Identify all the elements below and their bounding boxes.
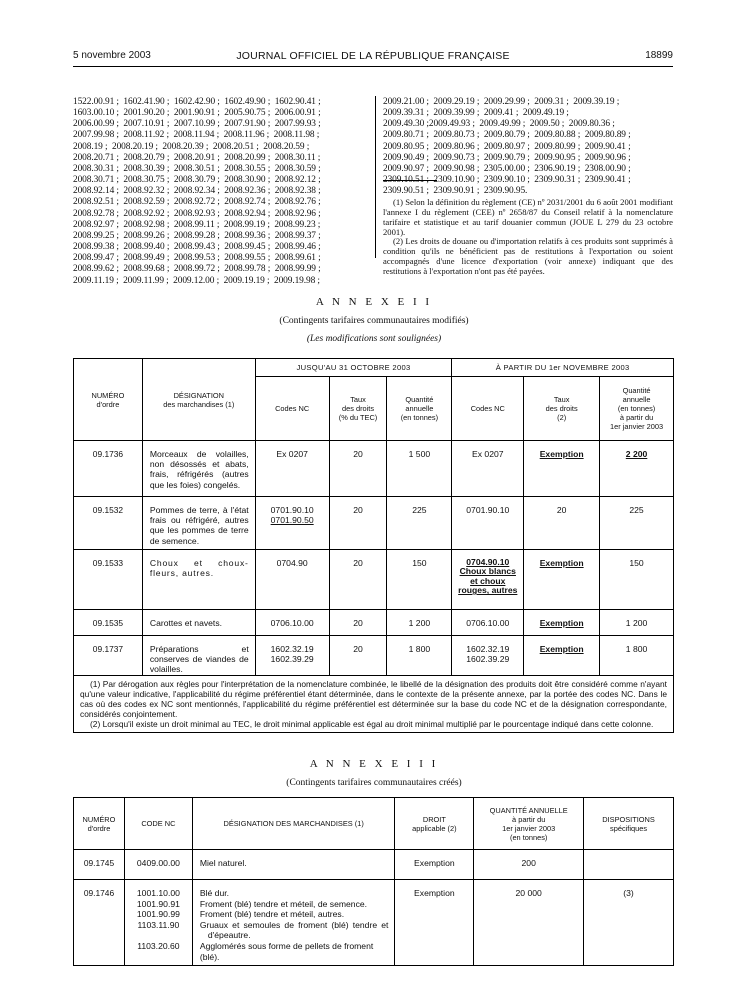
row-droit: Exemption: [395, 880, 474, 966]
code-value: 1602.32.19: [270, 644, 314, 654]
modified-value: Choux blancs: [459, 566, 516, 577]
row-qty: 20 000: [474, 880, 584, 966]
row-codes-new: [452, 497, 524, 550]
code-value: 1103.20.60: [137, 940, 180, 951]
code-value: 1602.32.19: [466, 644, 510, 654]
row-taux-new: 20: [524, 497, 600, 550]
row-code: [124, 880, 192, 966]
table-row: [74, 550, 674, 610]
modified-value: et choux: [470, 575, 506, 586]
designation-line: Agglomérés sous forme de pellets de froment (blé).: [199, 940, 374, 962]
row-designation: Préparations et conserves de viandes de volailles.: [142, 636, 255, 676]
header-codes-nc-old: Codes NC: [255, 377, 329, 441]
row-droit: Exemption: [395, 850, 474, 880]
row-taux-old: 20: [329, 636, 387, 676]
row-num: 09.1533: [74, 550, 143, 610]
code-value: 1001.90.99: [136, 909, 180, 920]
header-num: NUMÉRO d'ordre: [74, 798, 125, 850]
table-footnotes: [74, 675, 674, 732]
row-codes-new: [452, 610, 524, 636]
row-codes-old: [255, 441, 329, 497]
row-qty: 200: [474, 850, 584, 880]
row-qty-new: 1 200: [600, 610, 674, 636]
table-row: [74, 497, 674, 550]
row-num: 09.1745: [74, 850, 125, 880]
row-codes-new: [452, 550, 524, 610]
header-quantite-old: Quantité annuelle (en tonnes): [387, 377, 452, 441]
row-qty-new: 150: [600, 550, 674, 610]
footnote-2: (2) Les droits de douane ou d'importation relatifs à ces produits sont supprimés à condition qu'ils ne bénéficient pas de restitutions à l'exportation ou soient accompagnés d'une licence d'exportation (voir annexe) indiquant que des restitutions à l'exportation n'ont pas été payées.: [383, 236, 673, 276]
table-row: [74, 610, 674, 636]
table-footnote-2: (2) Lorsqu'il existe un droit minimal au TEC, le droit minimal applicable est égal au droit minimal multiplié par le pourcentage indiqué dans cette colonne.: [90, 718, 654, 729]
modified-value: 2 200: [625, 449, 648, 459]
row-qty-new: 1 800: [600, 636, 674, 676]
row-taux-old: 20: [329, 497, 387, 550]
row-taux-new: [524, 550, 600, 610]
row-designation: Choux et choux-fleurs, autres.: [142, 550, 255, 610]
code-value: 1001.10.00: [136, 888, 180, 898]
annexe-2-table: [73, 358, 674, 733]
designation-line: Froment (blé) tendre et méteil, autres.: [199, 909, 345, 920]
row-designation: [192, 880, 395, 966]
row-qty-new: 225: [600, 497, 674, 550]
header-group-from: À PARTIR DU 1er NOVEMBRE 2003: [452, 359, 674, 377]
header-num: NUMÉRO d'ordre: [74, 359, 143, 441]
code-value: 1001.90.91: [136, 898, 180, 909]
header-rule: [73, 66, 673, 67]
table-footnotes-cell: [74, 675, 674, 732]
code-value: 1602.39.29: [270, 654, 314, 665]
code-value: 1602.39.29: [466, 654, 510, 665]
row-codes-new: [452, 441, 524, 497]
designation-line: Froment (blé) tendre et méteil, de semence.: [199, 898, 368, 909]
row-num: 09.1737: [74, 636, 143, 676]
row-disp: (3): [584, 880, 674, 966]
code-list-left: 1522.00.91 ; 1602.41.90 ; 1602.42.90 ; 1602.49.90 ; 1602.90.41 ; 1603.00.10 ; 2001.90.20 ; 2001.90.91 ; 2005.90.75 ; 2006.00.91 ; 2006.00.99 ; 2007.10.91 ; 2007.10.99 ; 2007.91.90 ; 2007.99.93 ; 2007.99.98 ; 2008.11.92 ; 2008.11.94 ; 2008.11.96 ; 2008.11.98 ; 2008.19 ; 2008.20.19 ; 2008.20.39 ; 2008.20.51 ; 2008.20.59 ; 2008.20.71 ; 2008.20.79 ; 2008.20.91 ; 2008.20.99 ; 2008.30.11 ; 2008.30.31 ; 2008.30.39 ; 2008.30.51 ; 2008.30.55 ; 2008.30.59 ; 2008.30.71 ; 2008.30.75 ; 2008.30.79 ; 2008.30.90 ; 2008.92.12 ; 2008.92.14 ; 2008.92.32 ; 2008.92.34 ; 2008.92.36 ; 2008.92.38 ; 2008.92.51 ; 2008.92.59 ; 2008.92.72 ; 2008.92.74 ; 2008.92.76 ; 2008.92.78 ; 2008.92.92 ; 2008.92.93 ; 2008.92.94 ; 2008.92.96 ; 2008.92.97 ; 2008.92.98 ; 2008.99.11 ; 2008.99.19 ; 2008.99.23 ; 2008.99.25 ; 2008.99.26 ; 2008.99.28 ; 2008.99.36 ; 2008.99.37 ; 2008.99.38 ; 2008.99.40 ; 2008.99.43 ; 2008.99.45 ; 2008.99.46 ; 2008.99.47 ; 2008.99.49 ; 2008.99.53 ; 2008.99.55 ; 2008.99.61 ; 2008.99.62 ; 2008.99.68 ; 2008.99.72 ; 2008.99.78 ; 2008.99.99 ; 2009.11.19 ; 2009.11.99 ; 2009.12.00 ; 2009.19.19 ; 2009.19.98 ;: [73, 97, 321, 286]
row-num: 09.1535: [74, 610, 143, 636]
row-codes-old: [255, 497, 329, 550]
annexe-3-title: A N N E X E I I I: [309, 758, 439, 770]
row-taux-new: [524, 441, 600, 497]
row-taux-old: 20: [329, 550, 387, 610]
row-codes-old: [255, 636, 329, 676]
header-droit: DROIT applicable (2): [395, 798, 474, 850]
table-row: [74, 850, 674, 880]
row-taux-new: [524, 636, 600, 676]
code-value: 0706.10.00: [270, 618, 314, 628]
annexe-2-subtitle: (Contingents tarifaires communautaires modifiés): [279, 316, 469, 326]
table-row: [74, 636, 674, 676]
header-taux-old: Taux des droits (% du TEC): [329, 377, 387, 441]
designation-line: Blé dur.: [199, 888, 230, 898]
code-value: Ex 0207: [276, 449, 308, 459]
header-date: 5 novembre 2003: [73, 50, 151, 61]
modified-value: 0701.90.50: [270, 515, 314, 526]
row-disp: [584, 850, 674, 880]
row-qty-old: 1 800: [387, 636, 452, 676]
designation-line: Miel naturel.: [199, 858, 247, 868]
header-quantite-new: Quantité annuelle (en tonnes) à partir du 1er janvier 2003: [600, 377, 674, 441]
header-dispositions: DISPOSITIONS spécifiques: [584, 798, 674, 850]
running-header: [73, 50, 673, 64]
table-row: [74, 441, 674, 497]
header-designation: DÉSIGNATION DES MARCHANDISES (1): [192, 798, 395, 850]
header-journal-title: JOURNAL OFFICIEL DE LA RÉPUBLIQUE FRANÇAISE: [236, 50, 510, 62]
row-codes-old: [255, 550, 329, 610]
header-group-until: JUSQU'AU 31 OCTOBRE 2003: [255, 359, 452, 377]
row-qty-old: 225: [387, 497, 452, 550]
header-quantite: QUANTITÉ ANNUELLE à partir du 1er janvier 2003 (en tonnes): [474, 798, 584, 850]
row-num: 09.1746: [74, 880, 125, 966]
header-designation: DÉSIGNATION des marchandises (1): [142, 359, 255, 441]
code-value: 0409.00.00: [136, 858, 180, 868]
modified-value: Exemption: [539, 449, 584, 459]
modified-value: rouges, autres: [458, 585, 518, 596]
row-num: 09.1736: [74, 441, 143, 497]
annexe-2-title: A N N E X E I I: [315, 296, 433, 308]
code-spacer: [125, 930, 192, 941]
code-value: 1103.11.90: [137, 919, 180, 930]
code-value: 0704.90: [276, 558, 308, 568]
row-designation: [192, 850, 395, 880]
row-designation: Carottes et navets.: [142, 610, 255, 636]
modified-value: 0704.90.10: [466, 557, 510, 567]
code-value: 0701.90.10: [466, 505, 510, 515]
row-qty-old: 1 500: [387, 441, 452, 497]
code-value: 0701.90.10: [270, 505, 314, 515]
code-list-right: 2009.21.00 ; 2009.29.19 ; 2009.29.99 ; 2009.31 ; 2009.39.19 ; 2009.39.31 ; 2009.39.99 ; 2009.41 ; 2009.49.19 ; 2009.49.30 ;2009.49.93 ; 2009.49.99 ; 2009.50 ; 2009.80.36 ; 2009.80.71 ; 2009.80.73 ; 2009.80.79 ; 2009.80.88 ; 2009.80.89 ; 2009.80.95 ; 2009.80.96 ; 2009.80.97 ; 2009.80.99 ; 2009.90.41 ; 2009.90.49 ; 2009.90.73 ; 2009.90.79 ; 2009.90.95 ; 2009.90.96 ; 2009.90.97 ; 2009.90.98 ; 2305.00.00 ; 2306.90.19 ; 2308.00.90 ; 2309.10.51 ; 2309.10.90 ; 2309.90.10 ; 2309.90.31 ; 2309.90.41 ; 2309.90.51 ; 2309.90.91 ; 2309.90.95.: [383, 97, 631, 197]
row-taux-new: [524, 610, 600, 636]
row-qty-new: [600, 441, 674, 497]
annexe-2-note: (Les modifications sont soulignées): [306, 334, 442, 344]
footnote-rule: [383, 180, 437, 181]
table-footnote-1: (1) Par dérogation aux règles pour l'interprétation de la nomenclature combinée, le libellé de la désignation des produits doit être considéré comme n'ayant qu'une valeur indicative, l'applicabilité du régime préférentiel étant déterminée, dans le contexte de la présente annexe, par la portée des codes NC. Dans le cas où des codes ex NC sont mentionnés, l'applicabilité du régime préférentiel est déterminée sur la base du code NC et de la désignation correspondante, considérés conjointement.: [80, 678, 667, 719]
header-taux-new: Taux des droits (2): [524, 377, 600, 441]
row-qty-old: 1 200: [387, 610, 452, 636]
row-codes-new: [452, 636, 524, 676]
row-taux-old: 20: [329, 441, 387, 497]
modified-value: Exemption: [539, 558, 584, 568]
designation-line: Gruaux et semoules de froment (blé) tendre et d'épeautre.: [199, 919, 389, 941]
code-value: Ex 0207: [472, 449, 504, 459]
row-code: [124, 850, 192, 880]
modified-value: Exemption: [539, 618, 584, 628]
header-page-number: 18899: [645, 50, 673, 61]
row-num: 09.1532: [74, 497, 143, 550]
table-row: [74, 880, 674, 966]
annexe-3-table: [73, 797, 674, 966]
row-taux-old: 20: [329, 610, 387, 636]
row-qty-old: 150: [387, 550, 452, 610]
annexe-3-subtitle: (Contingents tarifaires communautaires créés): [286, 778, 462, 788]
footnote-1: (1) Selon la définition du règlement (CE) nº 2031/2001 du 6 août 2001 modifiant l'annexe I du règlement (CEE) nº 2658/87 du Conseil relatif à la nomenclature tarifaire et statistique et au tarif douanier commun (JOUE L 279 du 23 octobre 2001).: [383, 197, 673, 237]
code-value: 0706.10.00: [466, 618, 510, 628]
row-codes-old: [255, 610, 329, 636]
header-codes-nc-new: Codes NC: [452, 377, 524, 441]
modified-value: Exemption: [539, 644, 584, 654]
column-separator: [375, 96, 376, 258]
row-designation: Morceaux de volailles, non désossés et abats, frais, réfrigérés (autres que les foies) congelés.: [142, 441, 255, 497]
row-designation: Pommes de terre, à l'état frais ou réfrigéré, autres que les pommes de terre de semence.: [142, 497, 255, 550]
header-code-nc: CODE NC: [124, 798, 192, 850]
